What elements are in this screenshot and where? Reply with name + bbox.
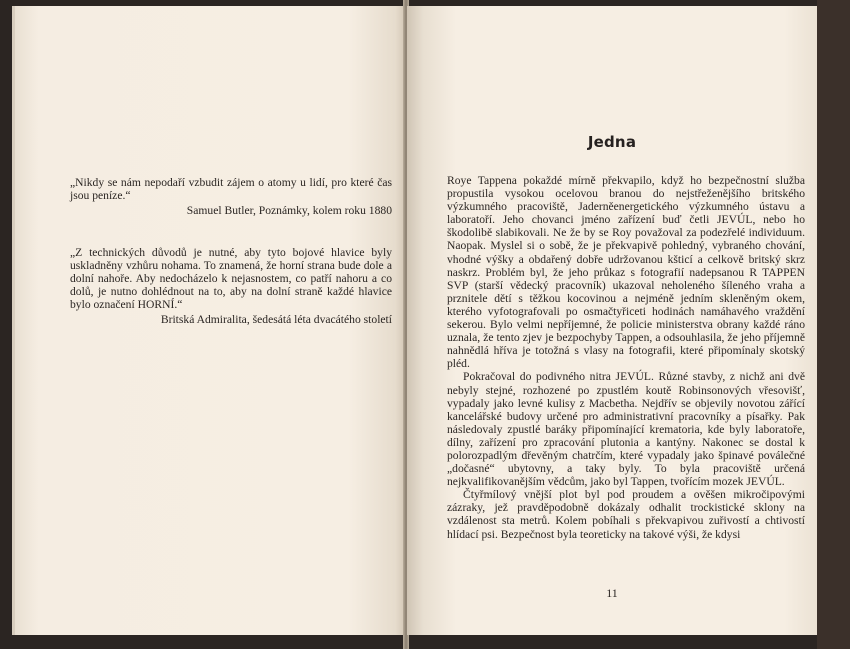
body-paragraph: Čtyřmílový vnější plot byl pod proudem a ověšen mikročipovými zázraky, jež pravděpodobně dokázaly odhalit trockistické sklony na vzdálenost sta metrů. Kolem pobíhali s překvapivou zuřivostí a chtivostí hlídací psi. Bezpečnost byla teoreticky na takové výši, že kdysi <box>447 488 805 541</box>
epigraph-1 <box>70 176 392 217</box>
epigraph-quote: „Nikdy se nám nepodaří vzbudit zájem o atomy u lidí, pro které čas jsou peníze.“ <box>70 176 392 203</box>
body-paragraph: Pokračoval do podivného nitra JEVÚL. Různé stavby, z nichž ani dvě nebyly stejné, rozhozené po zpustlém koutě Robinsonových vřesovišť, vypadaly jako levné kulisy z Macbetha. Nejdřív se objevily novotou zářící kancelářské budovy určené pro administrativní pracovníky a písařky. Pak následovaly zpustlé baráky připomínající krematoria, kde byly laboratoře, dílny, zařízení pro zpracování plutonia a kantýny. Nakonec se dostal k polorozpadlým dřevěným chatrčím, které vypadaly jako špinavé poválečné „dočasné“ ubytovny, a taky byly. To byla pracoviště určená nejkvalifikovanějším vědcům, jako byl Tappen, tvořícím mozek JEVÚL. <box>447 370 805 489</box>
epigraph-attribution: Samuel Butler, Poznámky, kolem roku 1880 <box>186 204 392 218</box>
chapter-title: Jedna <box>587 133 637 151</box>
epigraph-2 <box>70 246 392 327</box>
book-cover-edge <box>817 0 850 649</box>
left-page <box>12 6 407 635</box>
epigraph-quote: „Z technických důvodů je nutné, aby tyto bojové hlavice byly uskladněny vzhůru nohama. To znamená, že horní strana bude dole a dolní nahoře. Aby nedocházelo k nejasnostem, co patří nahoru a co dolů, je nutno dohlédnout na to, aby na dolní straně každé hlavice bylo označení HORNÍ.“ <box>70 246 392 312</box>
body-paragraph: Roye Tappena pokaždé mírně překvapilo, když ho bezpečnostní služba propustila vysokou ocelovou branou do nejstřeženějšího britského výzkumného pracoviště, Jaderněenergetického výzkumného ústavu a laboratoří. Jeho chovanci jméno zařízení buď četli JEVÚL, nebo ho škodolibě slabikovali. Ne že by se Roy považoval za podezřelé individuum. Naopak. Myslel si o sobě, že je překvapivě pohledný, vybraného chování, vhodné výšky a obdařený dobře udržovanou kšticí a celkově britský skrz naskrz. Problém byl, že jeho průkaz s fotografií nadepsanou R TAPPEN SVP (starší vědecký pracovník) ukazoval neholeného šíleného vraha a prznitele dětí s těžkou kocovinou a nejméně jedním skleněným okem, kterého vyfotografovali po osmačtyřiceti hodinách namáhavého vraždění sekerou. Bylo velmi nepříjemné, že policie ministerstva obrany každé ráno uznala, že tento zjev je bezpochyby Tappen, a odsouhlasila, že jeho příjemně nahnědlá hříva je totožná s vlasy na fotografii, které připomínaly skotský pléd. <box>447 174 805 371</box>
chapter-body <box>447 174 805 541</box>
right-page <box>407 6 817 635</box>
page-number: 11 <box>606 586 618 600</box>
epigraph-attribution: Britská Admiralita, šedesátá léta dvacátého století <box>160 313 392 327</box>
